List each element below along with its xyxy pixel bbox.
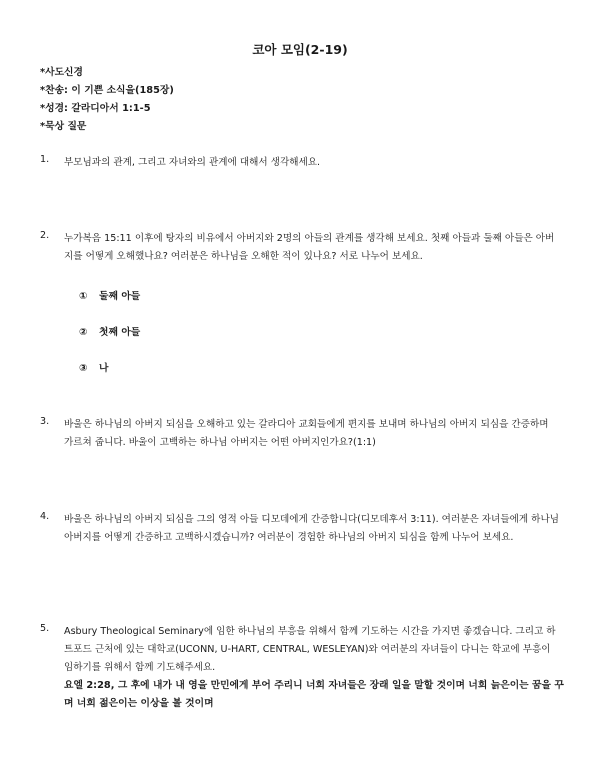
subitem-marker: ① <box>79 291 88 302</box>
subitem-marker: ② <box>79 327 88 338</box>
question-3 <box>40 416 560 452</box>
header-scripture: *성경: 갈라디아서 1:1-5 <box>40 103 151 114</box>
question-5 <box>40 623 560 677</box>
subitem-label: 둘째 아들 <box>99 291 141 302</box>
subitem-label: 나 <box>99 363 109 374</box>
question-text: 누가복음 15:11 이후에 탕자의 비유에서 아버지와 2명의 아들의 관계를 생각해 보세요. 첫째 아들과 둘째 아들은 아버지를 어떻게 오해했나요? 여러분은 하나님을 오해한 적이 있나요? 서로 나누어 보세요. <box>64 233 555 262</box>
header-creed: *사도신경 <box>40 67 83 78</box>
question-number: 5. <box>40 623 50 634</box>
header-meditation: *묵상 질문 <box>40 121 87 132</box>
question-number: 4. <box>40 511 50 522</box>
subitem-label: 첫째 아들 <box>99 327 141 338</box>
question-text: 바울은 하나님의 아버지 되심을 오해하고 있는 갈라디아 교회들에게 편지를 보내며 하나님의 아버지 되심을 간증하며 가르쳐 줍니다. 바울이 고백하는 하나님 아버지는 어떤 아버지인가요?(1:1) <box>64 419 549 448</box>
subitem-marker: ③ <box>79 363 88 374</box>
question-4 <box>40 511 560 547</box>
question-number: 3. <box>40 416 50 427</box>
question-text: Asbury Theological Seminary에 임한 하나님의 부흥을 위해서 함께 기도하는 시간을 가지면 좋겠습니다. 그리고 하트포드 근처에 있는 대학교(UCONN, U-HART, CENTRAL, WESLEYAN)와 여러분의 자녀들이 다니는 학교에 부흥이 임하기를 위해서 함께 기도해주세요. <box>64 626 556 673</box>
question-number: 2. <box>40 230 50 241</box>
scripture-verse: 요엘 2:28, 그 후에 내가 내 영을 만민에게 부어 주리니 너희 자녀들은 장래 일을 말할 것이며 너희 늙은이는 꿈을 꾸며 너희 젊은이는 이상을 볼 것이며 <box>64 680 564 709</box>
question-text: 바울은 하나님의 아버지 되심을 그의 영적 아들 디모데에게 간증합니다(디모데후서 3:11). 여러분은 자녀들에게 하나님 아버지를 어떻게 간증하고 고백하시겠습니까? 여러분이 경험한 하나님의 아버지 되심을 함께 나누어 보세요. <box>64 514 559 543</box>
question-number: 1. <box>40 154 50 165</box>
header-hymn: *찬송: 이 기쁜 소식을(185장) <box>40 85 174 96</box>
question-text: 부모님과의 관계, 그리고 자녀와의 관계에 대해서 생각해세요. <box>64 157 321 168</box>
question-2 <box>40 230 560 266</box>
subitem-me <box>79 360 108 374</box>
subitem-second-son <box>79 288 140 302</box>
question-1 <box>40 154 560 172</box>
page-title: 코아 모임(2-19) <box>252 42 348 57</box>
subitem-first-son <box>79 324 140 338</box>
